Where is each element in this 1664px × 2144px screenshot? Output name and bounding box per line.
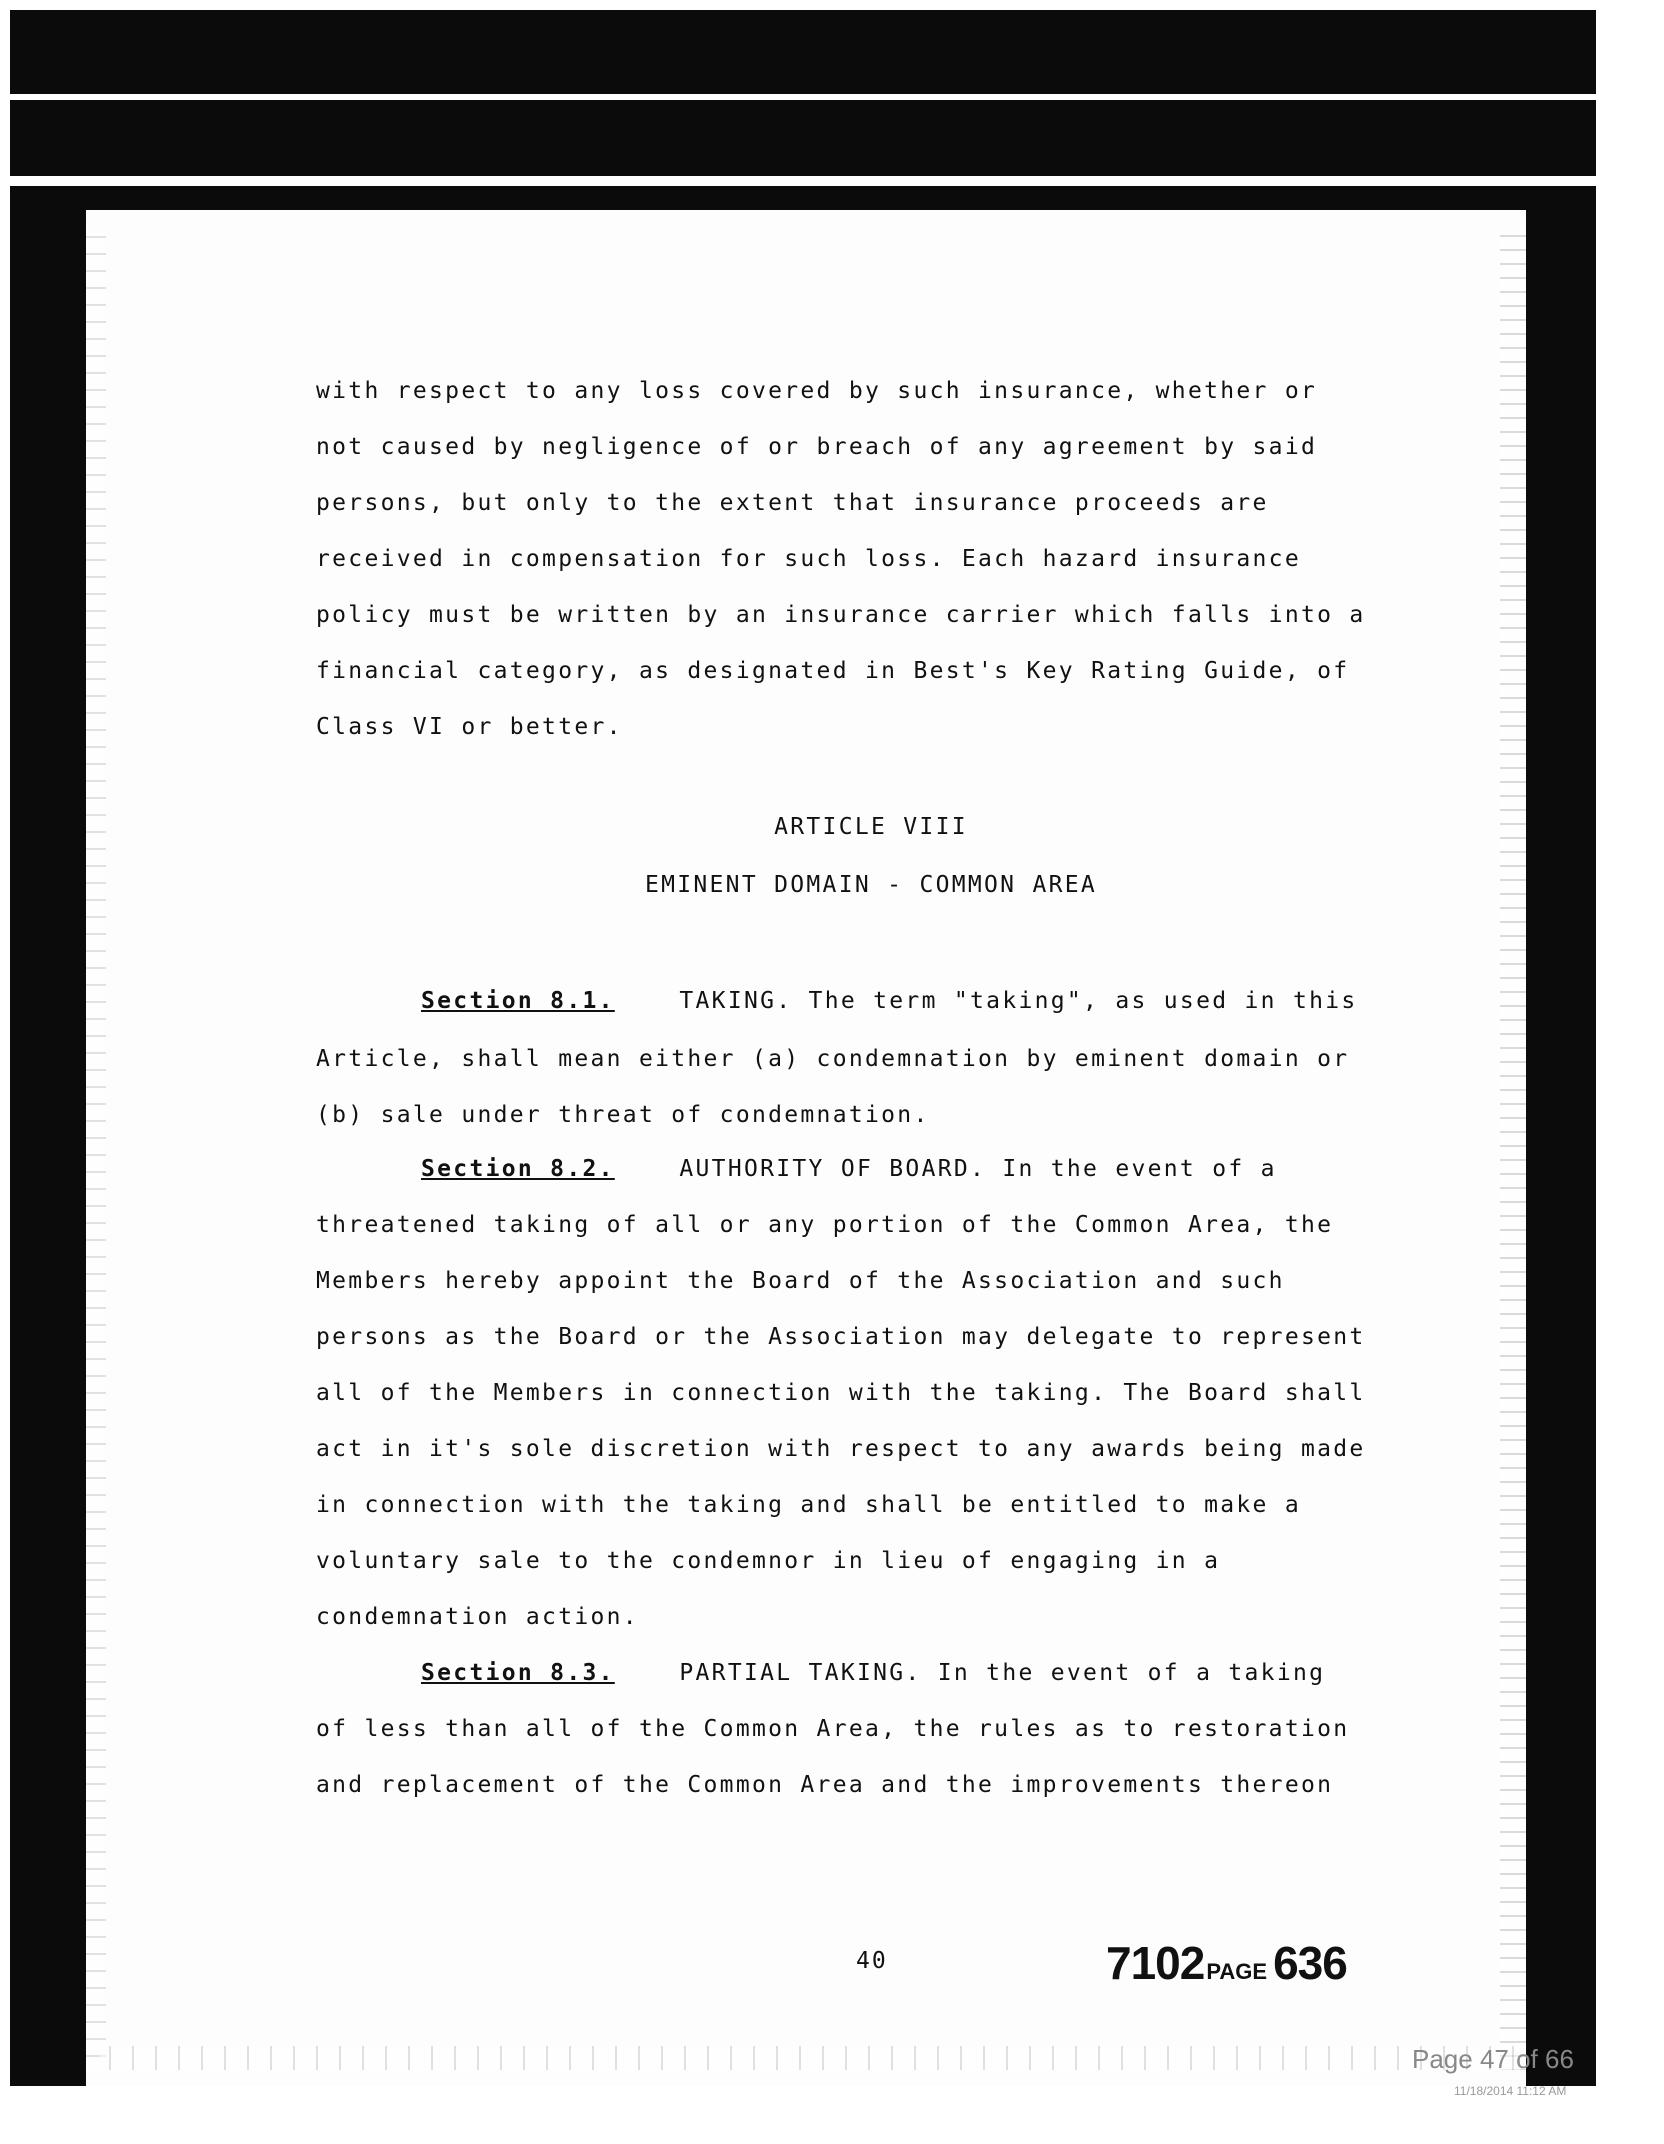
body-line: financial category, as designated in Best's Key Rating Guide, of: [316, 658, 1350, 684]
body-line: not caused by negligence of or breach of any agreement by said: [316, 434, 1318, 460]
section-label: Section 8.1.: [421, 988, 615, 1014]
body-line: persons as the Board or the Association may delegate to represent: [316, 1324, 1366, 1350]
body-line: policy must be written by an insurance carrier which falls into a: [316, 602, 1366, 628]
section-label: Section 8.3.: [421, 1660, 615, 1686]
body-line: with respect to any loss covered by such insurance, whether or: [316, 378, 1318, 404]
article-title: EMINENT DOMAIN - COMMON AREA: [644, 872, 1098, 898]
body-line: (b) sale under threat of condemnation.: [316, 1102, 930, 1128]
page-counter: Page 47 of 66: [1412, 2044, 1574, 2074]
body-line: condemnation action.: [316, 1604, 639, 1630]
section-label: Section 8.2.: [421, 1156, 615, 1182]
body-line: Article, shall mean either (a) condemnation by eminent domain or: [316, 1046, 1350, 1072]
body-line: of less than all of the Common Area, the rules as to restoration: [316, 1716, 1350, 1742]
scan-noise-left: [86, 230, 106, 2070]
book-number: 7102: [1106, 1937, 1205, 1989]
section-8-2-heading: [421, 1154, 1277, 1184]
scan-timestamp: 11/18/2014 11:12 AM: [1454, 2084, 1567, 2098]
section-8-1-heading: [421, 986, 1358, 1016]
scan-top-border: [10, 10, 1596, 94]
page-number: 40: [856, 1948, 888, 1974]
body-line: Members hereby appoint the Board of the Association and such: [316, 1268, 1285, 1294]
body-line: act in it's sole discretion with respect to any awards being made: [316, 1436, 1366, 1462]
body-line: received in compensation for such loss. Each hazard insurance: [316, 546, 1301, 572]
recording-stamp: [1106, 1936, 1347, 1990]
scan-top-border-lower: [10, 100, 1596, 176]
body-line: and replacement of the Common Area and the improvements thereon: [316, 1772, 1334, 1798]
recorded-page-number: 636: [1273, 1937, 1347, 1989]
section-8-3-heading: [421, 1658, 1325, 1688]
scan-noise-right: [1500, 230, 1526, 2070]
body-line: voluntary sale to the condemnor in lieu of engaging in a: [316, 1548, 1221, 1574]
page-word: PAGE: [1206, 1959, 1268, 1984]
body-line: in connection with the taking and shall be entitled to make a: [316, 1492, 1301, 1518]
body-line: all of the Members in connection with the taking. The Board shall: [316, 1380, 1366, 1406]
scan-noise-bottom: [100, 2046, 1520, 2070]
section-text: PARTIAL TAKING. In the event of a taking: [679, 1660, 1326, 1686]
section-text: AUTHORITY OF BOARD. In the event of a: [679, 1156, 1277, 1182]
section-text: TAKING. The term "taking", as used in this: [679, 988, 1358, 1014]
body-line: threatened taking of all or any portion of the Common Area, the: [316, 1212, 1334, 1238]
article-number: ARTICLE VIII: [774, 814, 968, 840]
body-line: Class VI or better.: [316, 714, 623, 740]
body-line: persons, but only to the extent that insurance proceeds are: [316, 490, 1269, 516]
